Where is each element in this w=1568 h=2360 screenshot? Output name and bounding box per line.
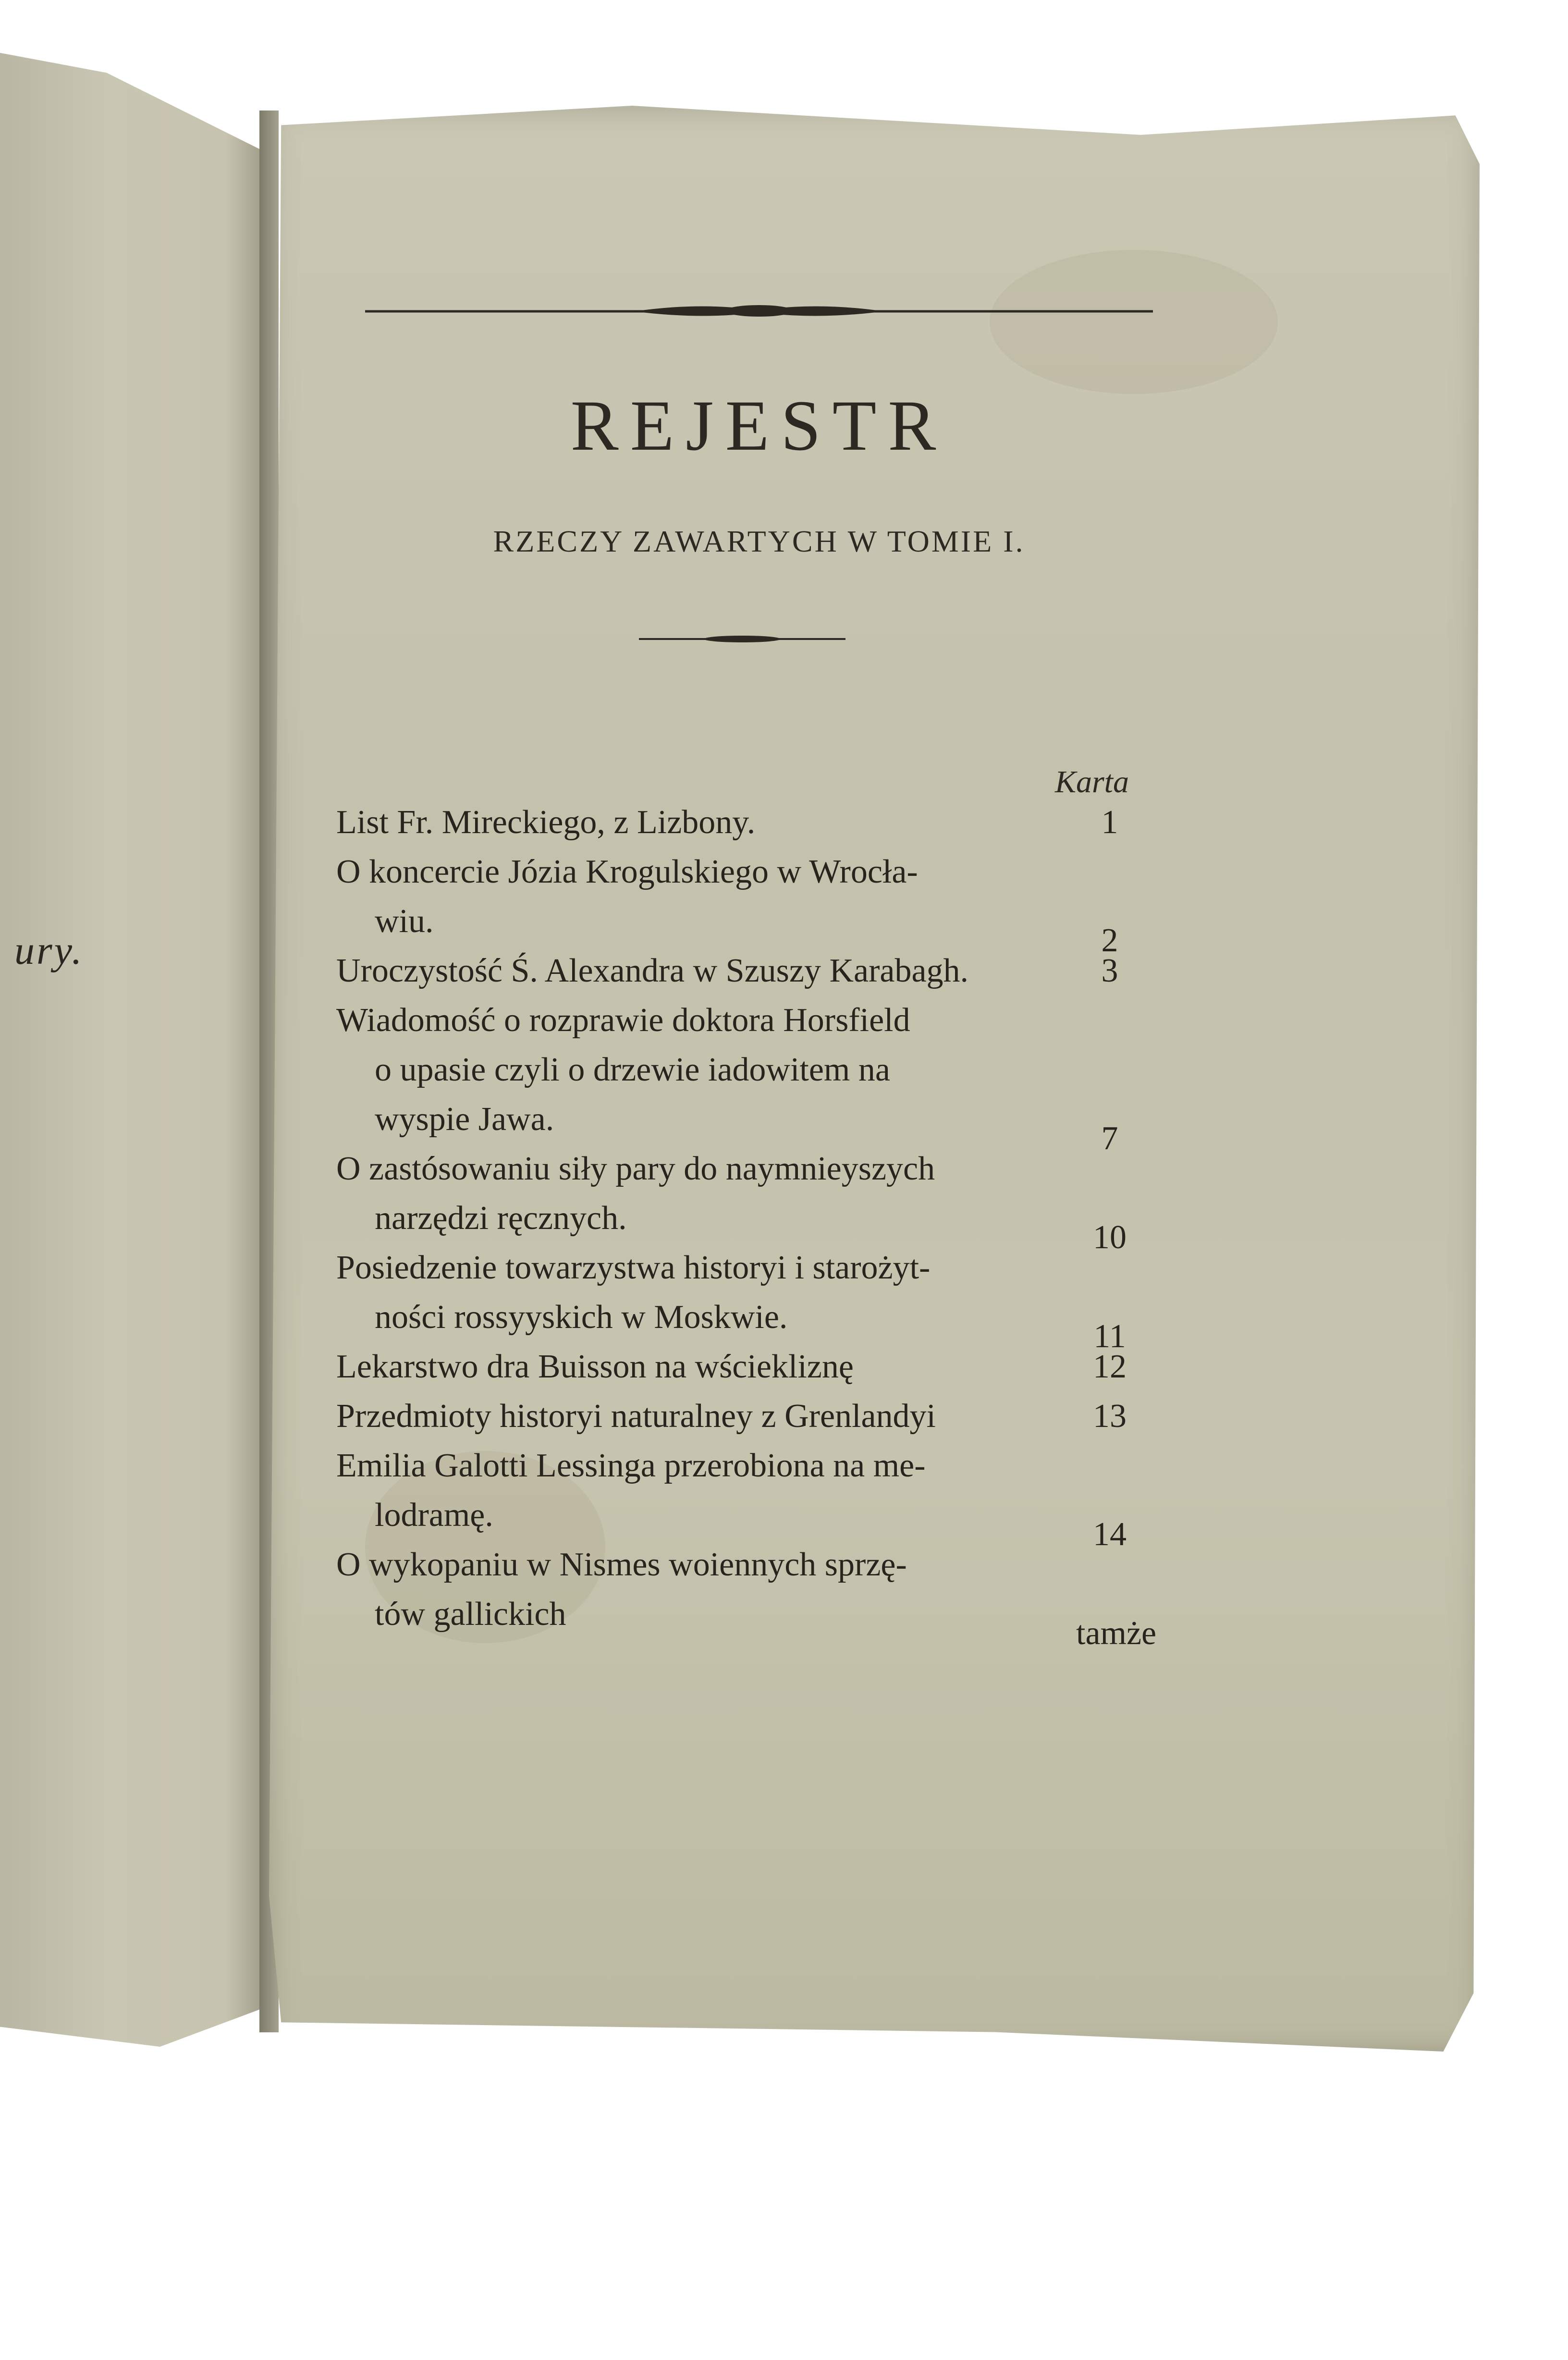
- page-subtitle: RZECZY ZAWARTYCH W TOMIE I.: [493, 524, 1025, 558]
- toc-entry-page: 13: [1093, 1398, 1127, 1435]
- toc-entry-continuation: wyspie Jawa.: [375, 1101, 554, 1138]
- toc-entry-title: Uroczystość Ś. Alexandra w Szuszy Karabagh.: [336, 952, 969, 989]
- toc-entry-continuation: ności rossyyskich w Moskwie.: [375, 1299, 788, 1336]
- toc-entry-page: tamże: [1076, 1615, 1157, 1652]
- left-page: [0, 53, 267, 2047]
- toc-entry: [336, 946, 1143, 996]
- top-ornament-rule: [365, 293, 1153, 327]
- toc-entry-title: Lekarstwo dra Buisson na wściekliznę: [336, 1348, 854, 1385]
- toc-entry-page: 2: [1101, 922, 1118, 959]
- table-of-contents: [336, 798, 1157, 1652]
- toc-entry-page: 14: [1093, 1516, 1127, 1553]
- toc-entry: [336, 847, 1143, 959]
- toc-entry-title: List Fr. Mireckiego, z Lizbony.: [336, 804, 756, 841]
- toc-entry-page: 11: [1093, 1318, 1126, 1355]
- toc-entry-continuation: wiu.: [375, 903, 434, 940]
- toc-entry: [336, 1342, 1143, 1391]
- toc-entry: [336, 1540, 1157, 1652]
- toc-entry-title: Przedmioty historyi naturalney z Grenlandyi: [336, 1398, 936, 1435]
- toc-entry-page: 1: [1101, 804, 1118, 841]
- toc-entry-title: Wiadomość o rozprawie doktora Horsfield: [336, 1002, 910, 1039]
- toc-entry: [336, 1243, 1143, 1355]
- middle-ornament-rule: [639, 629, 845, 649]
- toc-entry-title: O wykopaniu w Nismes woiennych sprzę-: [336, 1546, 907, 1583]
- toc-entry-continuation: lodramę.: [375, 1497, 493, 1534]
- toc-entry: [336, 1441, 1143, 1553]
- toc-entry-page: 3: [1101, 952, 1118, 989]
- toc-entry-page: 12: [1093, 1348, 1127, 1385]
- toc-entry-page: 7: [1101, 1120, 1118, 1157]
- toc-entry: [336, 1144, 1143, 1256]
- toc-entry-continuation: narzędzi ręcznych.: [375, 1200, 627, 1237]
- toc-entry-title: Posiedzenie towarzystwa historyi i starożyt-: [336, 1249, 931, 1286]
- toc-entry-page: 10: [1093, 1219, 1127, 1256]
- toc-entry: [336, 996, 1143, 1157]
- left-page-snippet: ury.: [14, 928, 84, 973]
- page-column-header: Karta: [1054, 764, 1129, 799]
- toc-entry: [336, 1391, 1143, 1441]
- toc-entry-title: Emilia Galotti Lessinga przerobiona na me-: [336, 1447, 926, 1484]
- toc-entry-continuation: o upasie czyli o drzewie iadowitem na: [375, 1051, 890, 1088]
- toc-entry-title: O koncercie Józia Krogulskiego w Wrocła-: [336, 853, 918, 890]
- toc-entry-title: O zastósowaniu siły pary do naymnieyszych: [336, 1150, 935, 1187]
- toc-entry: [336, 798, 1143, 847]
- toc-entry-continuation: tów gallickich: [375, 1596, 566, 1633]
- page-title: REJESTR: [570, 386, 948, 466]
